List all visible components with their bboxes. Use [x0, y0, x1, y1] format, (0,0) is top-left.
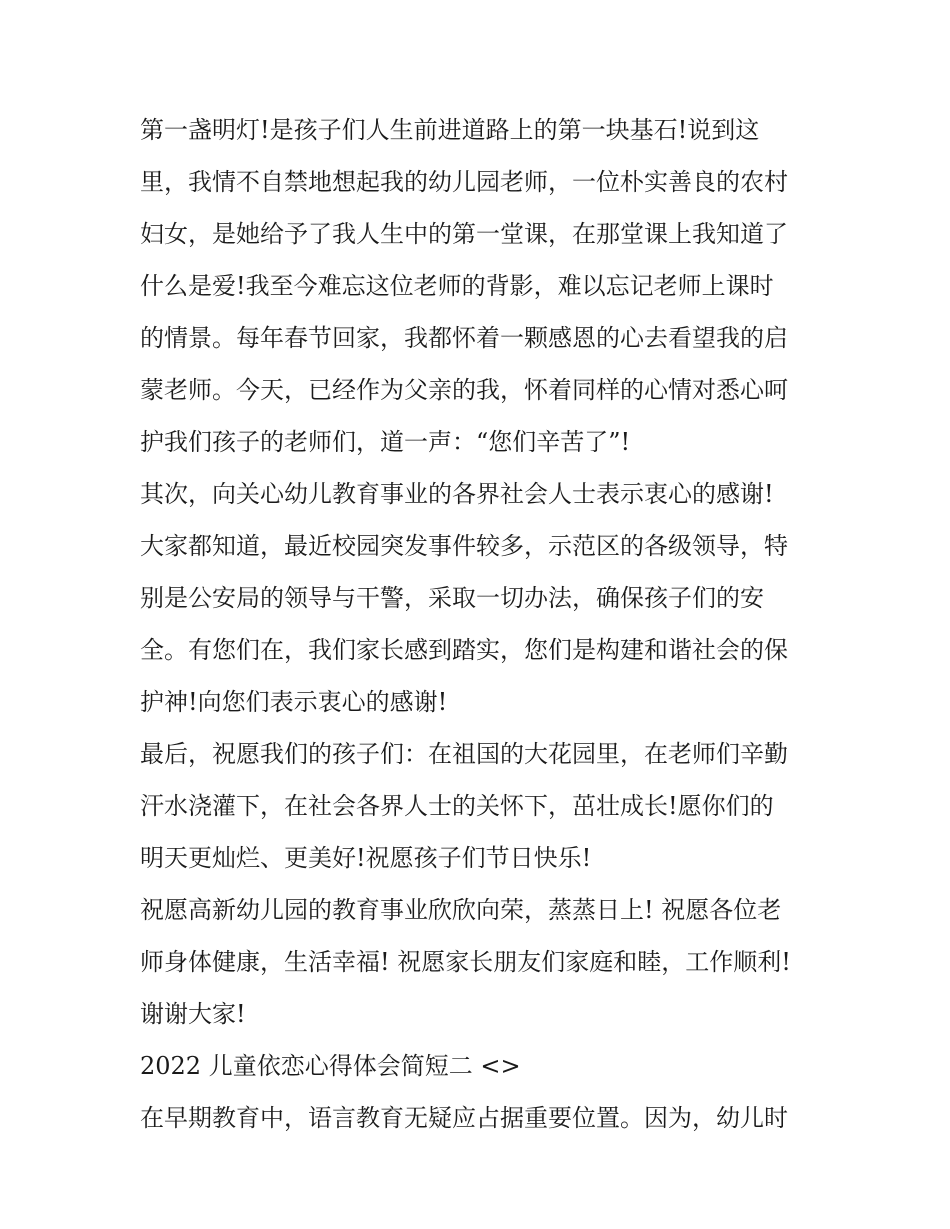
text-line: 明天更灿烂、更美好!祝愿孩子们节日快乐! [140, 844, 592, 872]
text-line: 第一盏明灯!是孩子们人生前进道路上的第一块基石!说到这 [140, 116, 760, 144]
text-line: 护我们孩子的老师们，道一声：“您们辛苦了”! [140, 428, 631, 456]
text-line: 谢谢大家! [140, 1000, 246, 1028]
text-line: 大家都知道，最近校园突发事件较多，示范区的各级领导，特 [140, 532, 788, 560]
text-line: 里，我情不自禁地想起我的幼儿园老师，一位朴实善良的农村 [140, 168, 788, 196]
document-body [140, 108, 830, 1148]
text-line: 妇女，是她给予了我人生中的第一堂课，在那堂课上我知道了 [140, 220, 788, 248]
text-line: 祝愿高新幼儿园的教育事业欣欣向荣，蒸蒸日上! 祝愿各位老 [140, 896, 782, 924]
text-line: 师身体健康，生活幸福! 祝愿家长朋友们家庭和睦，工作顺利! [140, 948, 791, 976]
text-line: 最后，祝愿我们的孩子们：在祖国的大花园里，在老师们辛勤 [140, 740, 788, 768]
text-line: 汗水浇灌下，在社会各界人士的关怀下，茁壮成长!愿你们的 [140, 792, 774, 820]
text-line: 别是公安局的领导与干警，采取一切办法，确保孩子们的安 [140, 584, 764, 612]
text-line: 护神!向您们表示衷心的感谢! [140, 688, 448, 716]
text-line: 的情景。每年春节回家，我都怀着一颗感恩的心去看望我的启 [140, 324, 788, 352]
text-line: 蒙老师。今天，已经作为父亲的我，怀着同样的心情对悉心呵 [140, 376, 788, 404]
text-line: 什么是爱!我至今难忘这位老师的背影，难以忘记老师上课时 [140, 272, 774, 300]
text-line: 全。有您们在，我们家长感到踏实，您们是构建和谐社会的保 [140, 636, 788, 664]
text-line: 其次，向关心幼儿教育事业的各界社会人士表示衷心的感谢! [140, 480, 774, 508]
section-heading: 2022 儿童依恋心得体会简短二 <> [140, 1052, 521, 1080]
text-line: 在早期教育中，语言教育无疑应占据重要位置。因为，幼儿时 [140, 1104, 788, 1132]
